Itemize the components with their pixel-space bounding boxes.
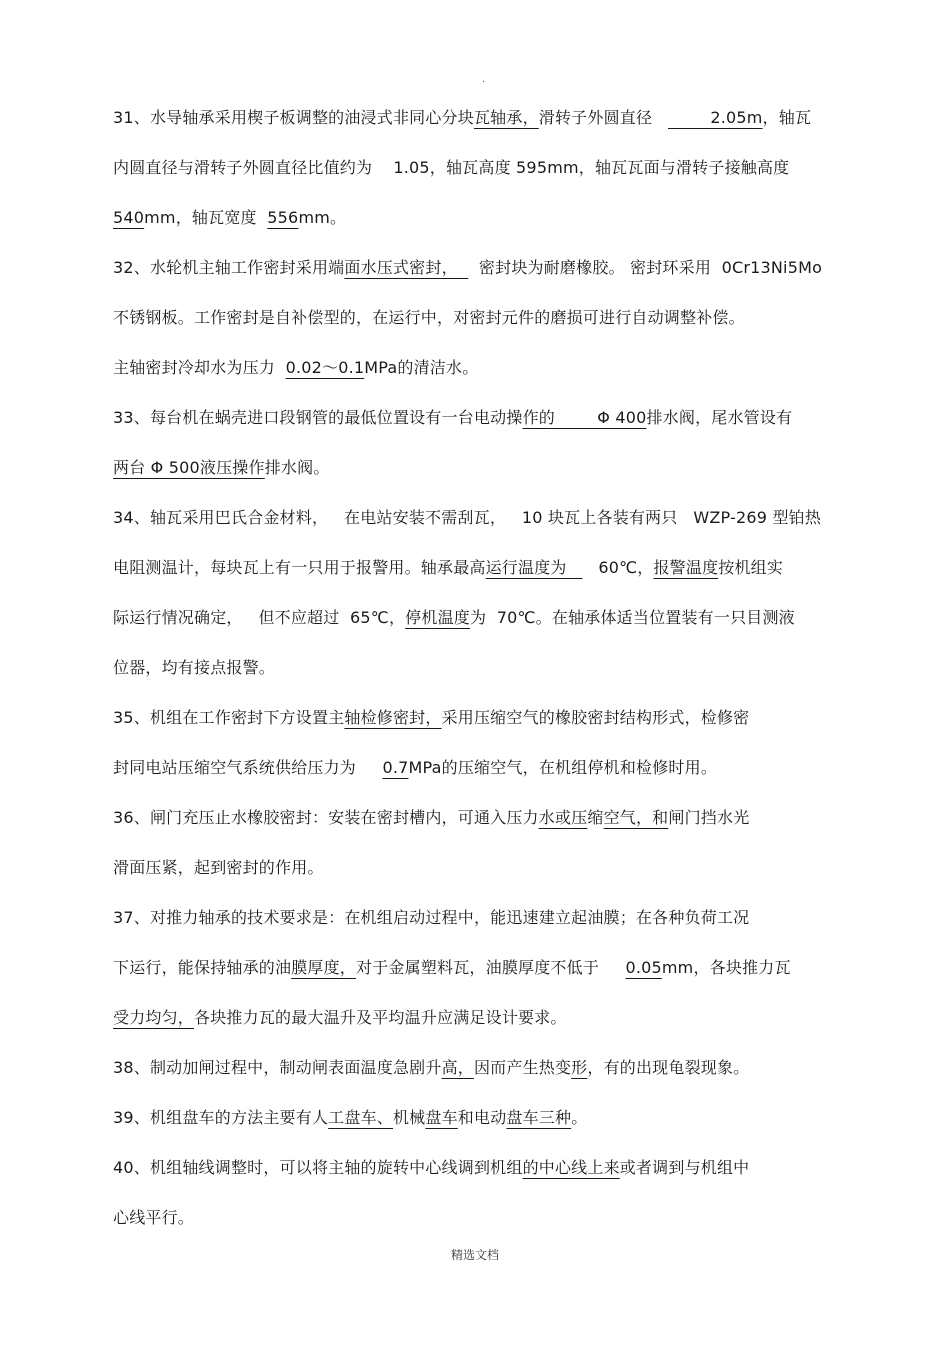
text-segment: 35、机组在工作密封下方设置主 xyxy=(113,708,345,727)
text-segment: 不锈钢板。工作密封是自补偿型的，在运行中，对密封元件的磨损可进行自动调整补偿。 xyxy=(113,308,745,327)
text-line xyxy=(113,846,873,896)
text-segment: 位器，均有接点报警。 xyxy=(113,658,276,677)
text-segment: 对于金属塑料瓦，油膜厚度不低于 xyxy=(356,958,626,977)
text-segment: 排水阀。 xyxy=(264,458,330,477)
text-line xyxy=(113,1146,873,1196)
text-segment: 34、轴瓦采用巴氏合金材料， 在电站安装不需刮瓦， 10 块瓦上各装有两只 WZP-269 型铂热 xyxy=(113,508,822,527)
underlined-answer: 轴检修密封， xyxy=(344,708,442,727)
text-segment: 39、机组盘车的方法主要有人 xyxy=(113,1108,329,1127)
text-segment: 因而产生热变 xyxy=(473,1058,572,1077)
underlined-answer: 报警温度 xyxy=(653,558,719,577)
underlined-answer: 盘车三种 xyxy=(506,1108,572,1127)
text-segment: 密封块为耐磨橡胶。 密封环采用 0Cr13Ni5Mo xyxy=(468,258,823,277)
underlined-answer: 0.7 xyxy=(382,758,409,777)
underlined-answer: 0.02～0.1 xyxy=(285,358,365,377)
text-segment: 40、机组轴线调整时，可以将主轴的旋转中心线调到机组 xyxy=(113,1158,523,1177)
underlined-answer: 面水压式密封， xyxy=(344,258,469,277)
underlined-answer: 工盘车、 xyxy=(328,1108,393,1127)
text-line xyxy=(113,946,873,996)
text-segment: 。 xyxy=(571,1108,588,1127)
text-segment: 心线平行。 xyxy=(113,1208,195,1227)
text-segment: 37、对推力轴承的技术要求是：在机组启动过程中，能迅速建立起油膜；在各种负荷工况 xyxy=(113,908,750,927)
underlined-answer: 作的 Φ 400 xyxy=(522,408,647,427)
text-segment: 32、水轮机主轴工作密封采用端 xyxy=(113,258,345,277)
page-footer: 精选文档 xyxy=(450,1248,499,1262)
text-segment: MPa的压缩空气，在机组停机和检修时用。 xyxy=(408,758,718,777)
text-line xyxy=(113,296,873,346)
text-segment: 31、水导轴承采用楔子板调整的油浸式非同心分块 xyxy=(113,108,474,127)
underlined-answer: 2.05m xyxy=(668,108,763,127)
underlined-answer: 水或压 xyxy=(538,808,588,827)
text-line xyxy=(113,246,873,296)
text-segment: 滑转子外圆直径 xyxy=(538,108,669,127)
text-segment: 60℃， xyxy=(582,558,654,577)
document-body xyxy=(113,96,873,1246)
text-segment: 或者调到与机组中 xyxy=(619,1158,750,1177)
underlined-answer: 运行温度为 xyxy=(485,558,583,577)
text-segment: 主轴密封冷却水为压力 xyxy=(113,358,286,377)
underlined-answer: 0.05 xyxy=(625,958,662,977)
underlined-answer: 盘车 xyxy=(425,1108,458,1127)
underlined-answer: 膜厚度， xyxy=(291,958,357,977)
underlined-answer: 受力均匀， xyxy=(113,1008,195,1027)
underlined-answer: 液压操作 xyxy=(199,458,265,477)
underlined-answer: 停机温度 xyxy=(405,608,470,627)
text-segment: 滑面压紧，起到密封的作用。 xyxy=(113,858,324,877)
text-line xyxy=(113,146,873,196)
text-segment: 为 70℃。在轴承体适当位置装有一只目测液 xyxy=(469,608,795,627)
text-line xyxy=(113,1196,873,1246)
text-segment: 闸门挡水光 xyxy=(668,808,750,827)
text-segment: 电阻测温计，每块瓦上有一只用于报警用。轴承最高 xyxy=(113,558,486,577)
text-segment: 33、每台机在蜗壳进口段钢管的最低位置设有一台电动操 xyxy=(113,408,523,427)
text-line xyxy=(113,346,873,396)
text-segment: 下运行，能保持轴承的油 xyxy=(113,958,292,977)
text-segment: 采用压缩空气的橡胶密封结构形式，检修密 xyxy=(441,708,750,727)
text-line xyxy=(113,796,873,846)
text-line xyxy=(113,1096,873,1146)
text-line xyxy=(113,196,873,246)
text-segment: 内圆直径与滑转子外圆直径比值约为 1.05，轴瓦高度 595mm，轴瓦瓦面与滑转子接触高度 xyxy=(113,158,790,177)
underlined-answer: 空气，和 xyxy=(603,808,669,827)
underlined-answer: 540 xyxy=(113,208,145,227)
text-segment: ，有的出现龟裂现象。 xyxy=(587,1058,750,1077)
text-line xyxy=(113,1046,873,1096)
text-segment: 和电动 xyxy=(457,1108,507,1127)
underlined-answer: 的中心线上来 xyxy=(522,1158,620,1177)
text-segment: mm，轴瓦宽度 xyxy=(144,208,268,227)
text-line xyxy=(113,446,873,496)
text-line xyxy=(113,746,873,796)
text-segment: 缩 xyxy=(587,808,604,827)
text-segment: 按机组实 xyxy=(718,558,784,577)
text-segment: MPa的清洁水。 xyxy=(364,358,479,377)
text-line xyxy=(113,96,873,146)
text-segment: ，轴瓦 xyxy=(762,108,812,127)
text-segment: 封同电站压缩空气系统供给压力为 xyxy=(113,758,383,777)
text-segment: mm。 xyxy=(298,208,347,227)
text-segment: 机械 xyxy=(392,1108,426,1127)
text-line xyxy=(113,596,873,646)
text-line xyxy=(113,696,873,746)
text-line xyxy=(113,396,873,446)
header-dot: . xyxy=(482,74,486,85)
underlined-answer: 瓦轴承， xyxy=(473,108,539,127)
text-segment: mm，各块推力瓦 xyxy=(661,958,791,977)
text-line xyxy=(113,496,873,546)
underlined-answer: 形 xyxy=(571,1058,588,1077)
text-line xyxy=(113,896,873,946)
text-segment: 38、制动加闸过程中，制动闸表面温度急剧升 xyxy=(113,1058,442,1077)
underlined-answer: 556 xyxy=(267,208,299,227)
text-segment: 际运行情况确定， 但不应超过 65℃， xyxy=(113,608,406,627)
underlined-answer: 高， xyxy=(441,1058,474,1077)
text-segment: 排水阀，尾水管设有 xyxy=(646,408,793,427)
text-line xyxy=(113,546,873,596)
underlined-answer: 两台 Φ 500 xyxy=(113,458,200,477)
text-line xyxy=(113,646,873,696)
text-segment: 各块推力瓦的最大温升及平均温升应满足设计要求。 xyxy=(194,1008,567,1027)
text-segment: 36、闸门充压止水橡胶密封：安装在密封槽内，可通入压力 xyxy=(113,808,539,827)
text-line xyxy=(113,996,873,1046)
